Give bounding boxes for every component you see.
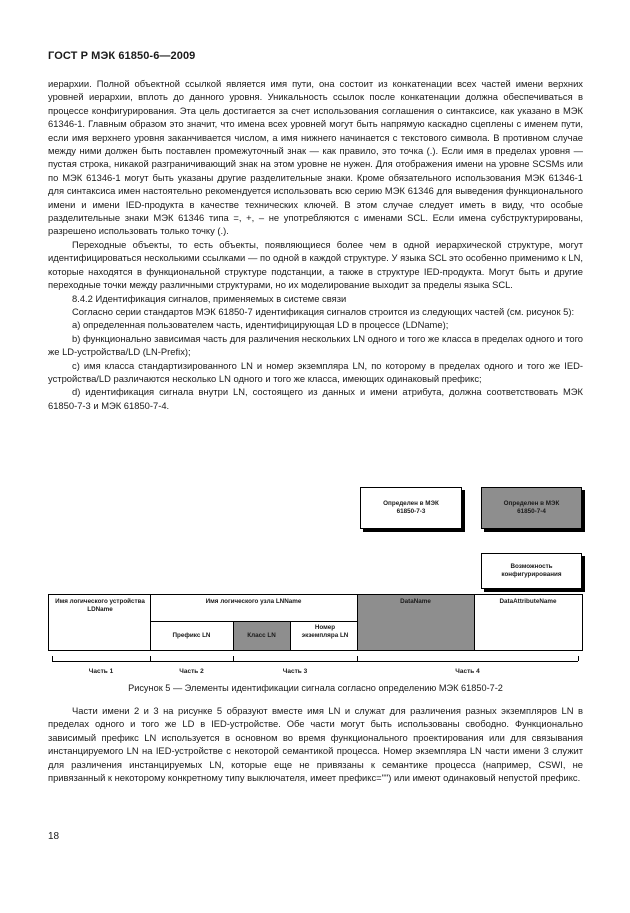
table-line bbox=[48, 594, 49, 650]
bracket-line bbox=[52, 661, 578, 662]
paragraph: Части имени 2 и 3 на рисунке 5 образуют вместе имя LN и служат для различения разных экземпляров LN в пределах одного и того же LD в IED-устройстве. Обе части могут быть использованы свободно. Функционально зависимый префикс LN используется в основном во время функционального проектирования или для связывания инстанцируемого LN на IED-устройстве с некоторой семантикой процесса. Номер экземпляра LN части имени 3 служит для различения инстанцируемых LN, которые еще не привязаны к семантике процесса (например, CSWI, не привязанный к некоторому конкретному типу выключателя, имеет префикс="") или имеют одинаковый непустой префикс. bbox=[48, 705, 583, 784]
paragraph: иерархии. Полной объектной ссылкой является имя пути, она состоит из конкатенации всех частей имени верхних уровней иерархии, вплоть до данного уровня. Уникальность ссылок после конкатенации должна обеспечиваться в процессе конфигурирования. Эта цель достигается за счет использования соглашения о синтаксисе, как указано в МЭК 61346-1. Главным образом это значит, что имена всех уровней могут быть напрямую каскадно сцеплены с именем пути, если имя верхнего уровня заканчивается числом, а имя нижнего начинается с текстового символа. В противном случае между ними должен быть поставлен промежуточный знак — как правило, это точка (.). Если имя в пределах уровня — пустая строка, никакой разграничивающий знак на этом уровне не нужен. Для отображения имени на уровне SCSMs или по МЭК 61346-1 могут быть указаны другие разделительные знаки. Кроме обязательного использования МЭК 61346-1 для синтаксиса имен настоятельно рекомендуется использовать всю серию МЭК 61346 для выведения функционального имени и имени IED-продукта в качестве технических ключей. В этом случае следует иметь в виду, что особые разделительные знаки МЭК 61346 типа =, +, – не употребляются с именами SCL. Если имена субструктурированы, разрешено использовать только точку (.). bbox=[48, 78, 583, 237]
table-top-line bbox=[48, 594, 583, 595]
part-2-label: Часть 2 bbox=[179, 668, 204, 675]
ln-prefix-cell: Префикс LN bbox=[172, 632, 211, 639]
ln-name-cell: Имя логического узла LNName bbox=[205, 598, 302, 605]
paragraph: Согласно серии стандартов МЭК 61850-7 идентификация сигналов строится из следующих частей (см. рисунок 5): bbox=[72, 305, 575, 317]
figure-caption: Рисунок 5 — Элементы идентификации сигнала согласно определению МЭК 61850-7-2 bbox=[128, 683, 503, 693]
paragraph: Переходные объекты, то есть объекты, появляющиеся более чем в одной иерархической структуре, могут идентифицироваться несколькими ссылками — по одной в каждой структуре. У языка SCL это особенно применимо к LN, которые находятся в функциональной структуре подстанции, а также в структуре IED-продукта. Могут быть и другие переходные точки между различными структурами, но их моделирование выходит за пределы языка SCL. bbox=[48, 238, 583, 291]
defined-7-3-label: Определен в МЭК 61850-7-3 bbox=[383, 500, 439, 515]
ln-class-cell: Класс LN bbox=[247, 632, 276, 639]
defined-7-4-label: Определен в МЭК 61850-7-4 bbox=[503, 500, 560, 515]
table-bottom-line bbox=[48, 650, 583, 651]
configurable-label: Возможность конфигурирования bbox=[501, 563, 562, 578]
table-line bbox=[290, 621, 291, 650]
defined-7-4-box bbox=[481, 487, 582, 529]
table-line bbox=[582, 594, 583, 650]
part-4-label: Часть 4 bbox=[455, 668, 480, 675]
bracket-tick bbox=[233, 656, 234, 661]
page-number: 18 bbox=[48, 831, 60, 842]
bracket-tick bbox=[578, 656, 579, 661]
text-block-bottom bbox=[48, 704, 583, 784]
part-3-label: Часть 3 bbox=[282, 668, 308, 675]
ln-instance-cell: Номер экземпляра LN bbox=[301, 624, 349, 639]
attribute-name-cell: DataAttributeName bbox=[499, 598, 557, 605]
page-header: ГОСТ Р МЭК 61850-6—2009 bbox=[48, 50, 196, 62]
configurable-box bbox=[481, 553, 582, 589]
bracket-tick bbox=[52, 656, 53, 661]
paragraph: с) имя класса стандартизированного LN и номер экземпляра LN, по которому в пределах одного и того же IED-устройства/LD различаются несколько LN одного и того же класса, имеющих одинаковый префикс; bbox=[48, 359, 583, 384]
dataname-cell: DataName bbox=[400, 598, 431, 605]
defined-7-3-box bbox=[360, 487, 462, 529]
paragraph: а) определенная пользователем часть, идентифицирующая LD в процессе (LDName); bbox=[72, 319, 449, 331]
part-1-label: Часть 1 bbox=[88, 668, 114, 675]
table-line bbox=[150, 621, 357, 622]
bracket-tick bbox=[150, 656, 151, 661]
text-block-top bbox=[48, 77, 583, 412]
paragraph: b) функционально зависимая часть для различения нескольких LN одного и того же класса в пределах одного и того же LD-устройства/LD (LN-Prefix); bbox=[48, 332, 583, 358]
paragraph: d) идентификация сигнала внутри LN, состоящего из данных и имени атрибута, должна соответствовать МЭК 61850-7-3 и МЭК 61850-7-4. bbox=[48, 386, 583, 411]
ld-name-cell: Имя логического устройства LDName bbox=[55, 598, 145, 613]
paragraph: 8.4.2 Идентификация сигналов, применяемых в системе связи bbox=[72, 292, 347, 304]
bracket-tick bbox=[357, 656, 358, 661]
